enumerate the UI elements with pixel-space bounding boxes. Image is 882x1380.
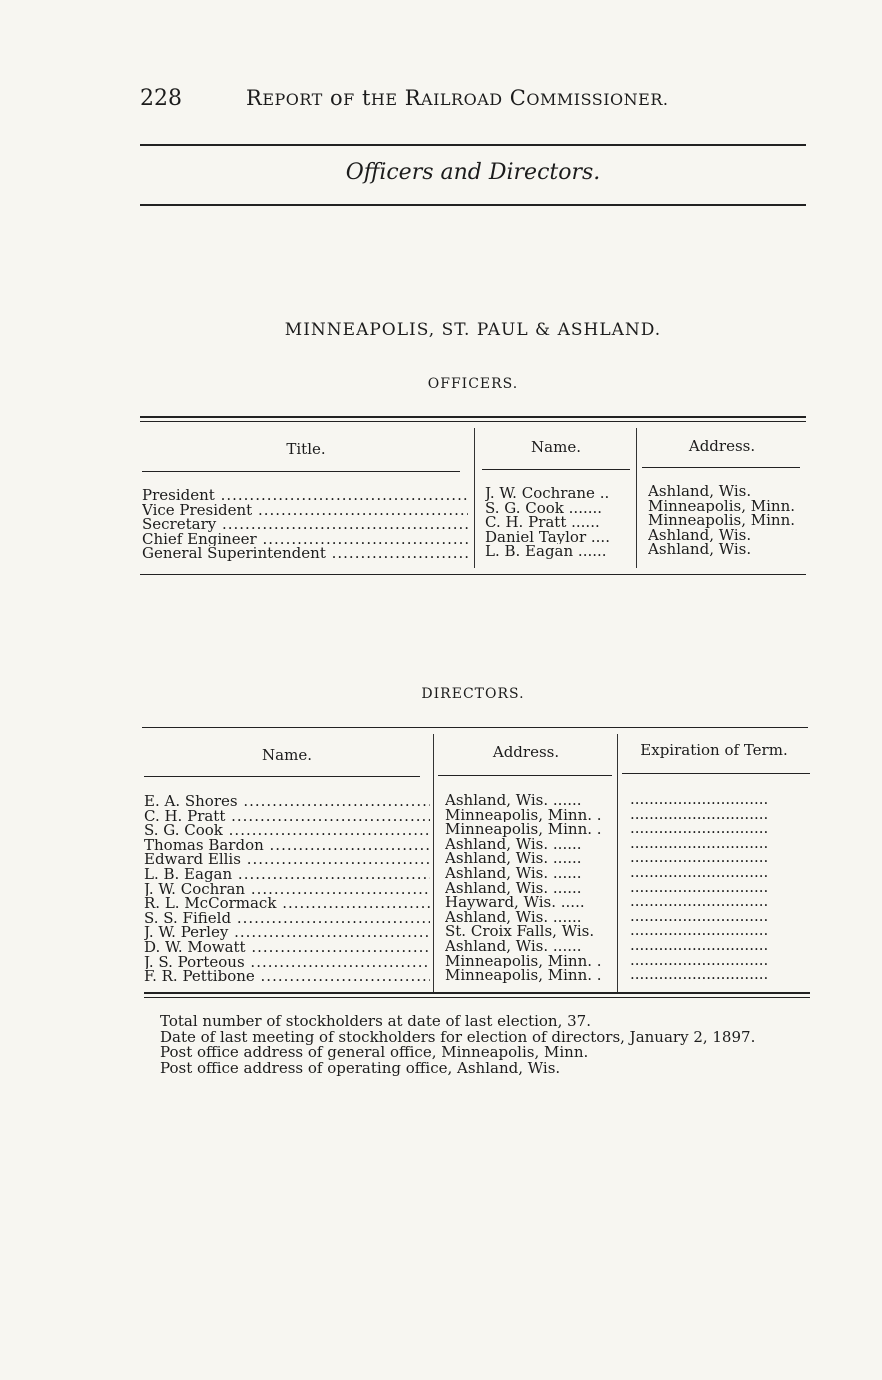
directors-heading: DIRECTORS. [421, 686, 525, 702]
officer-address-cell: Minneapolis, Minn. [648, 498, 796, 514]
director-address-cell: St. Croix Falls, Wis. [445, 924, 595, 939]
director-address-cell: Ashland, Wis. ...... [445, 909, 582, 925]
director-name-cell: E. A. Shores ..... [144, 794, 430, 809]
officer-name-cell: J. W. Cochrane .. [485, 486, 610, 501]
directors-col-address: Address. [492, 743, 560, 761]
directors-divider-2 [617, 734, 618, 992]
directors-head-rule-address [438, 775, 612, 776]
officers-head-rule-address [642, 467, 800, 468]
director-address-cell: Minneapolis, Minn. . [445, 968, 602, 983]
director-address-cell: Minneapolis, Minn. . [445, 807, 602, 823]
directors-rule-bottom-1 [144, 992, 810, 994]
director-name-cell: Edward Ellis ..... [144, 852, 430, 867]
director-address-cell: Ashland, Wis. ...... [445, 793, 582, 808]
director-term-cell: ............................. [630, 894, 769, 909]
officer-title-cell: Vice President ..... [142, 503, 468, 518]
officer-address-cell: Ashland, Wis. [648, 542, 752, 557]
director-term-cell: ............................. [630, 850, 769, 865]
officers-rule-bottom [140, 574, 806, 575]
directors-head-rule-name [144, 776, 420, 777]
directors-addresses [445, 793, 615, 983]
director-address-cell: Ashland, Wis. ...... [445, 851, 582, 866]
officers-col-address: Address. [688, 437, 756, 455]
directors-rule-bottom-2 [144, 997, 810, 998]
officer-name-cell: S. G. Cook ....... [485, 500, 603, 516]
director-term-cell: ............................. [630, 864, 769, 880]
officer-title-cell: Chief Engineer ..... [142, 532, 468, 547]
header-rule-top [140, 144, 806, 146]
officers-rule-top-2 [140, 421, 806, 422]
officers-divider-1 [474, 428, 475, 568]
director-term-cell: ............................. [630, 967, 769, 982]
director-address-cell: Ashland, Wis. ...... [445, 880, 582, 896]
director-name-cell: J. W. Cochran ..... [144, 882, 430, 897]
director-name-cell: R. L. McCormack ..... [144, 896, 430, 911]
officer-name-cell: Daniel Taylor .... [485, 529, 610, 545]
director-name-cell: L. B. Eagan ..... [144, 867, 430, 882]
footer-notes [160, 1014, 755, 1076]
directors-terms [630, 792, 810, 982]
footer-note: Post office address of operating office, Ashland, Wis. [160, 1058, 561, 1077]
running-title-text: REPORT oF tHE RAILROAD COMMISSIONER. [246, 86, 669, 110]
director-term-cell: ............................. [630, 835, 769, 851]
director-term-cell: ............................. [630, 937, 769, 953]
running-title [246, 86, 668, 110]
officers-head-rule-title [142, 471, 460, 472]
director-name-cell: S. G. Cook ..... [144, 823, 430, 838]
directors-names [144, 794, 430, 984]
footer-note: Post office address of general office, Minneapolis, Minn. [160, 1043, 589, 1061]
officers-col-title: Title. [286, 440, 326, 458]
director-address-cell: Minneapolis, Minn. . [445, 822, 602, 837]
header-rule-bottom [140, 204, 806, 206]
director-address-cell: Minneapolis, Minn. . [445, 953, 602, 969]
directors-divider-1 [433, 734, 434, 992]
director-term-cell: ............................. [630, 923, 769, 938]
footer-note: Date of last meeting of stockholders for election of directors, January 2, 1897. [160, 1027, 756, 1046]
officer-address-cell: Minneapolis, Minn. [648, 513, 796, 528]
officer-title-cell: Secretary ..... [142, 517, 468, 532]
officer-title-cell: General Superintendent ..... [142, 546, 468, 561]
officer-name-cell: C. H. Pratt ...... [485, 515, 600, 530]
footer-note: Total number of stockholders at date of last election, 37. [160, 1012, 591, 1030]
director-address-cell: Ashland, Wis. ...... [445, 938, 582, 954]
company-name: MINNEAPOLIS, ST. PAUL & ASHLAND. [284, 320, 662, 340]
director-term-cell: ............................. [630, 908, 769, 924]
director-term-cell: ............................. [630, 952, 769, 968]
director-term-cell: ............................. [630, 821, 769, 836]
directors-col-name: Name. [262, 746, 312, 764]
officers-col-name: Name. [531, 438, 581, 456]
director-address-cell: Ashland, Wis. ...... [445, 865, 582, 881]
officers-addresses [648, 484, 808, 557]
officers-names [485, 486, 633, 559]
director-term-cell: ............................. [630, 792, 769, 807]
director-name-cell: D. W. Mowatt ..... [144, 940, 430, 955]
director-address-cell: Hayward, Wis. ..... [445, 895, 585, 910]
director-name-cell: J. S. Porteous ..... [144, 955, 430, 970]
officer-address-cell: Ashland, Wis. [648, 527, 752, 543]
director-name-cell: C. H. Pratt ..... [144, 809, 430, 824]
section-title: Officers and Directors. [345, 160, 601, 185]
officer-name-cell: L. B. Eagan ...... [485, 544, 607, 559]
director-name-cell: Thomas Bardon ..... [144, 838, 430, 853]
director-name-cell: S. S. Fifield ..... [144, 911, 430, 926]
director-name-cell: F. R. Pettibone ..... [144, 969, 430, 984]
directors-head-rule-term [622, 773, 810, 774]
director-address-cell: Ashland, Wis. ...... [445, 836, 582, 852]
officer-address-cell: Ashland, Wis. [648, 484, 752, 499]
directors-col-term: Expiration of Term. [640, 741, 788, 759]
director-name-cell: J. W. Perley ..... [144, 925, 430, 940]
page-number: 228 [140, 86, 182, 111]
officers-divider-2 [636, 428, 637, 568]
director-term-cell: ............................. [630, 879, 769, 895]
officers-titles [142, 488, 468, 561]
officers-heading: OFFICERS. [427, 376, 519, 392]
officer-title-cell: President ..... [142, 488, 468, 503]
directors-rule-top [142, 727, 808, 728]
officers-rule-top-1 [140, 416, 806, 418]
director-term-cell: ............................. [630, 806, 769, 822]
officers-head-rule-name [482, 469, 630, 470]
